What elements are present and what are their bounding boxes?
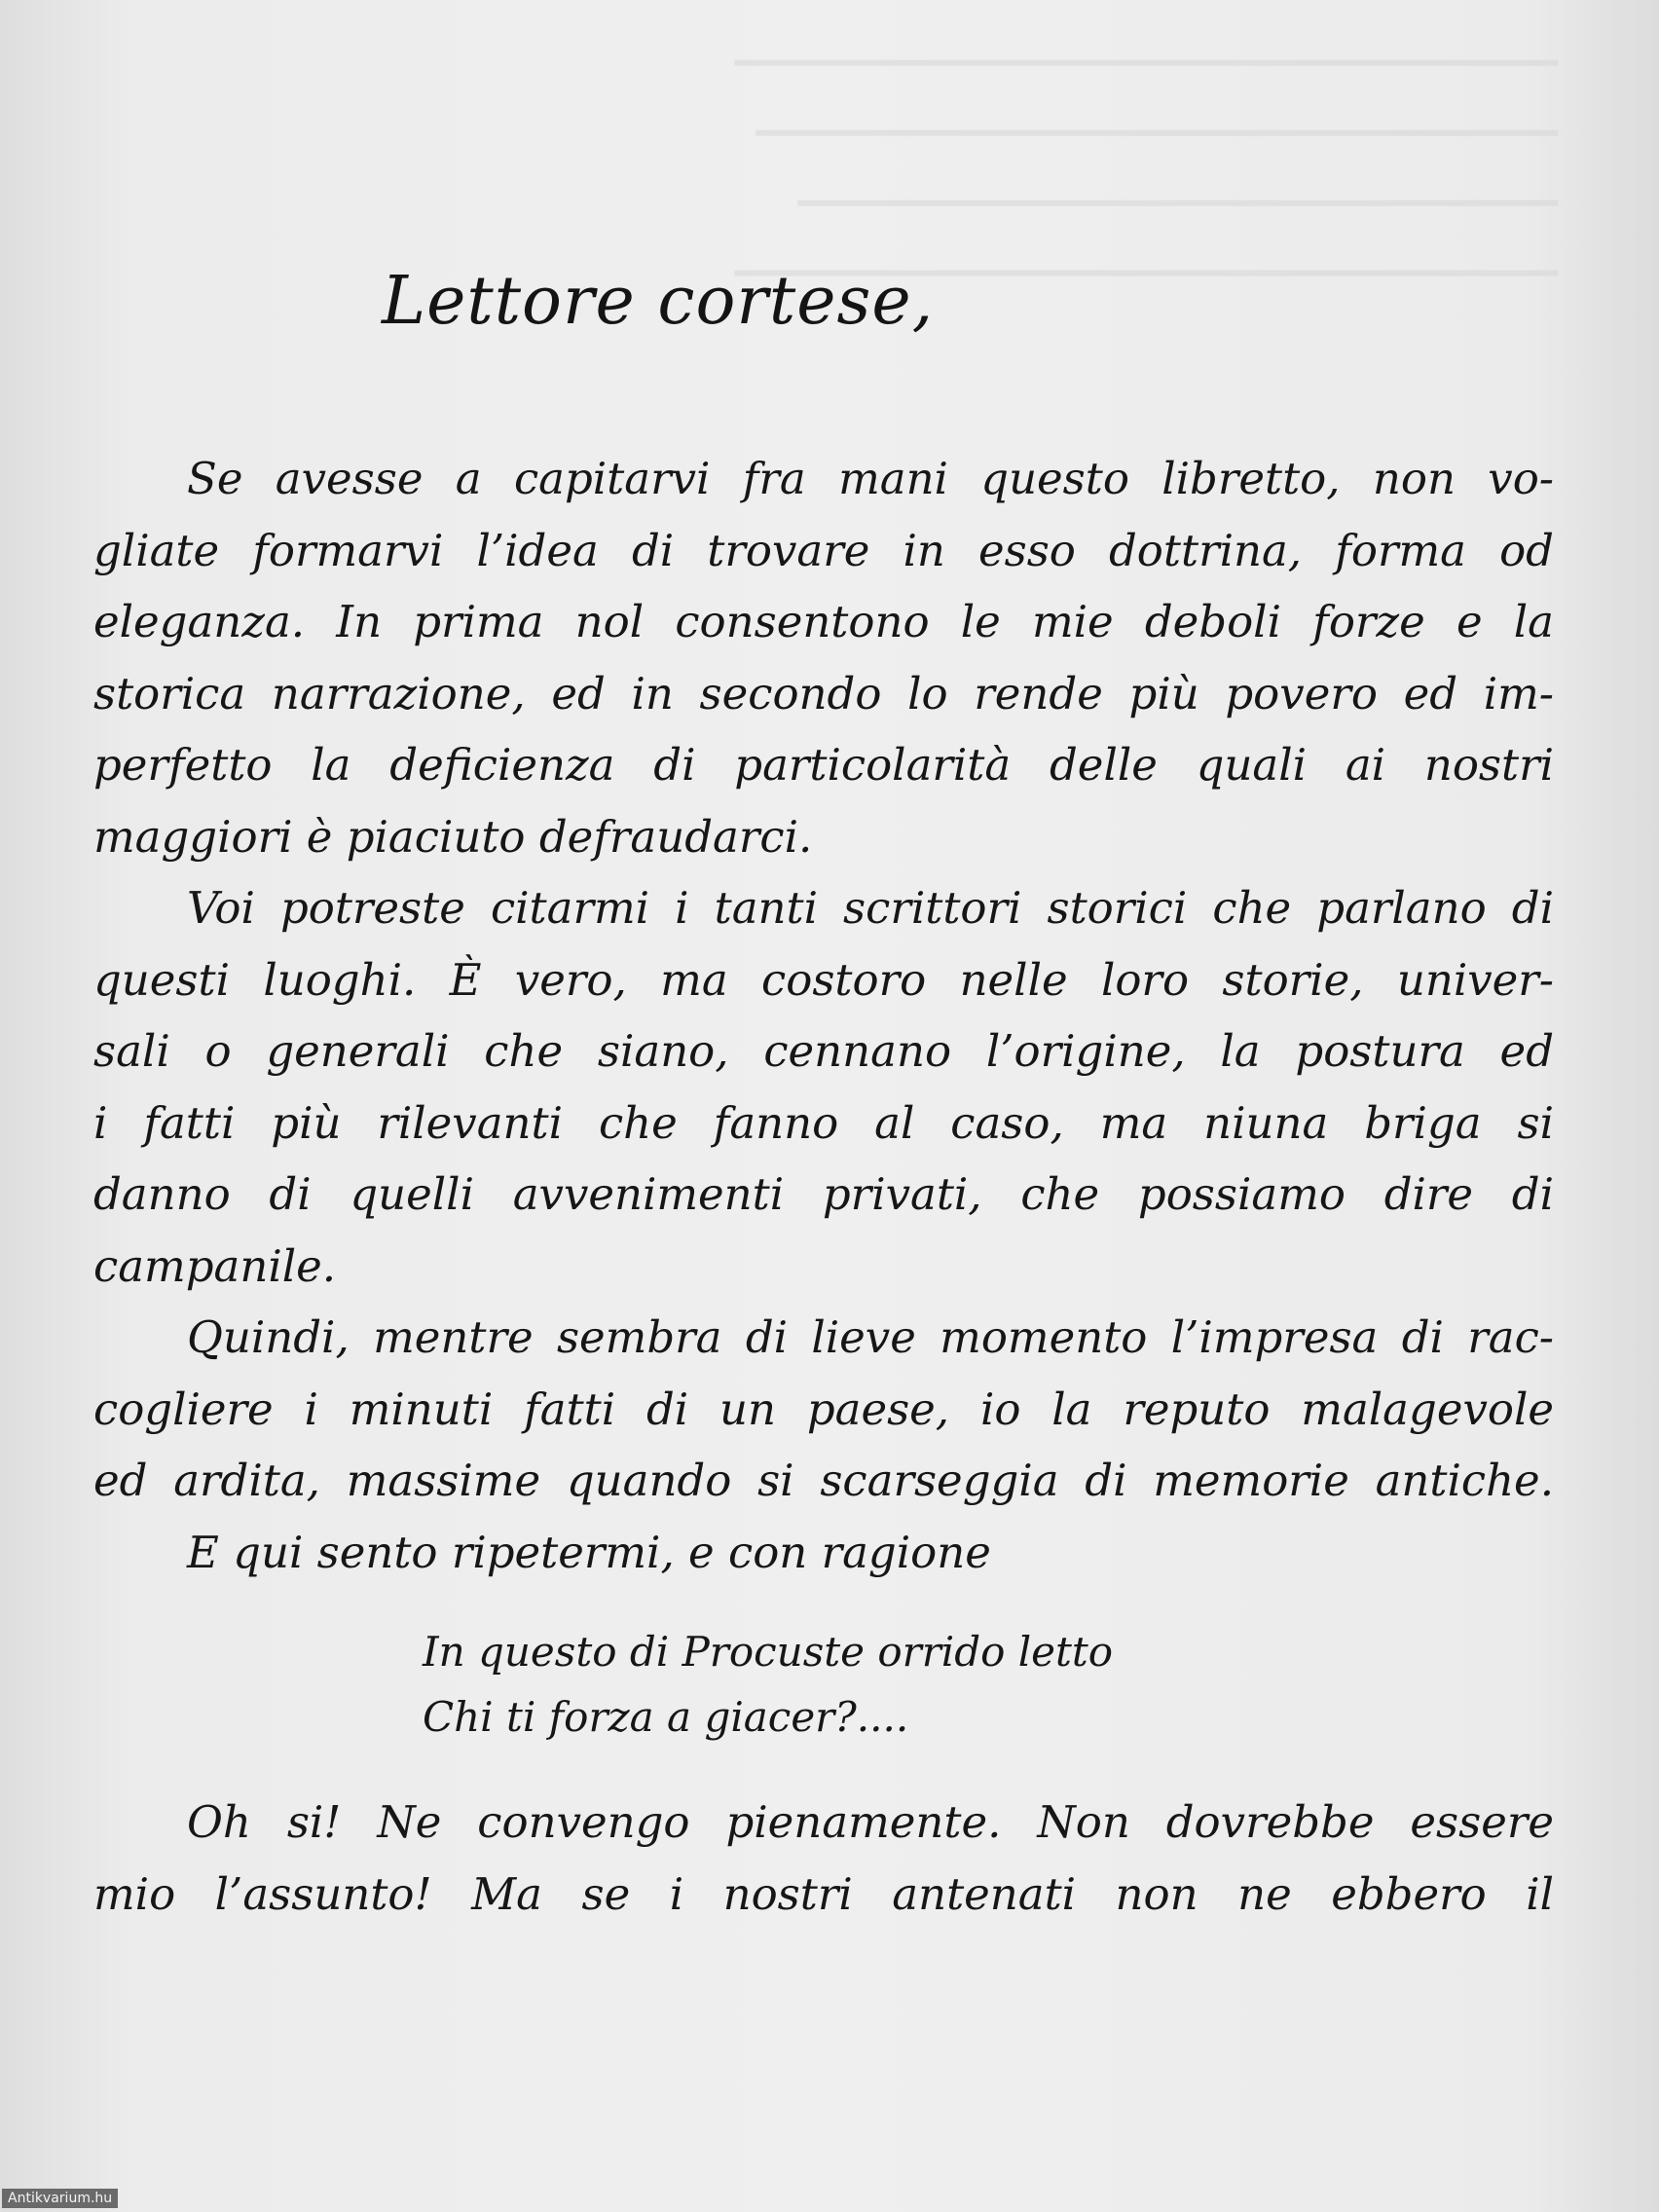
main-text bbox=[93, 443, 1554, 1588]
text-line: campanile. bbox=[93, 1239, 337, 1292]
text-line: Voi potreste citarmi i tanti scrittori storici che parlano di bbox=[187, 882, 1554, 934]
text-line: storica narrazione, ed in secondo lo rende più povero ed im- bbox=[93, 667, 1554, 719]
text-line: eleganza. In prima nol consentono le mie deboli forze e la bbox=[93, 596, 1554, 647]
text-line: Oh si! Ne convengo pienamente. Non dovrebbe essere bbox=[187, 1796, 1554, 1848]
watermark-label: Antikvarium.hu bbox=[2, 2189, 118, 2208]
text-line: sali o generali che siano, cennano l’origine, la postura ed bbox=[93, 1025, 1554, 1077]
text-line: i fatti più rilevanti che fanno al caso, ma niuna briga si bbox=[93, 1096, 1554, 1149]
verse-line: Chi ti forza a giacer?.... bbox=[423, 1693, 909, 1741]
text-line: maggiori è piaciuto defraudarci. bbox=[93, 810, 813, 863]
text-line: ed ardita, massime quando si scarseggia di memorie antiche. bbox=[93, 1455, 1554, 1506]
text-line: Quindi, mentre sembra di lieve momento l’impresa di rac- bbox=[187, 1311, 1554, 1363]
text-line: questi luoghi. È vero, ma costoro nelle loro storie, univer- bbox=[93, 953, 1554, 1006]
verse-quote bbox=[423, 1619, 1113, 1750]
verse-line: In questo di Procuste orrido letto bbox=[423, 1628, 1114, 1676]
text-line: cogliere i minuti fatti di un paese, io la reputo malagevole bbox=[93, 1382, 1554, 1435]
text-line: danno di quelli avvenimenti privati, che possiamo dire di bbox=[93, 1168, 1554, 1220]
text-line: E qui sento ripetermi, e con ragione bbox=[187, 1526, 991, 1578]
closing-text bbox=[93, 1787, 1554, 1930]
text-line: perfetto la deficienza di particolarità delle quali ai nostri bbox=[93, 739, 1554, 791]
page-title: Lettore cortese, bbox=[382, 263, 935, 340]
text-line: gliate formarvi l’idea di trovare in esso dottrina, forma od bbox=[93, 524, 1554, 576]
text-line: Se avesse a capitarvi fra mani questo libretto, non vo- bbox=[187, 453, 1554, 504]
reverse-side-show-through: ━━━━━━━━━━━━━━━━━━━━━━━━━━━━━━━━━━━━━━━ ━━━━━━━━━━━━━━━━━━━━━━━━━━━━━━━━━━━━━━ ━━━━━━━━━━━━━━━━━━━━━━━━━━━━━━━━━━━━ ━━━━━━━━━━━━━━━━━━━━━━━━━━━━━━━━━━━━━━━ bbox=[734, 44, 1558, 294]
text-line: mio l’assunto! Ma se i nostri antenati non ne ebbero il bbox=[93, 1867, 1554, 1920]
